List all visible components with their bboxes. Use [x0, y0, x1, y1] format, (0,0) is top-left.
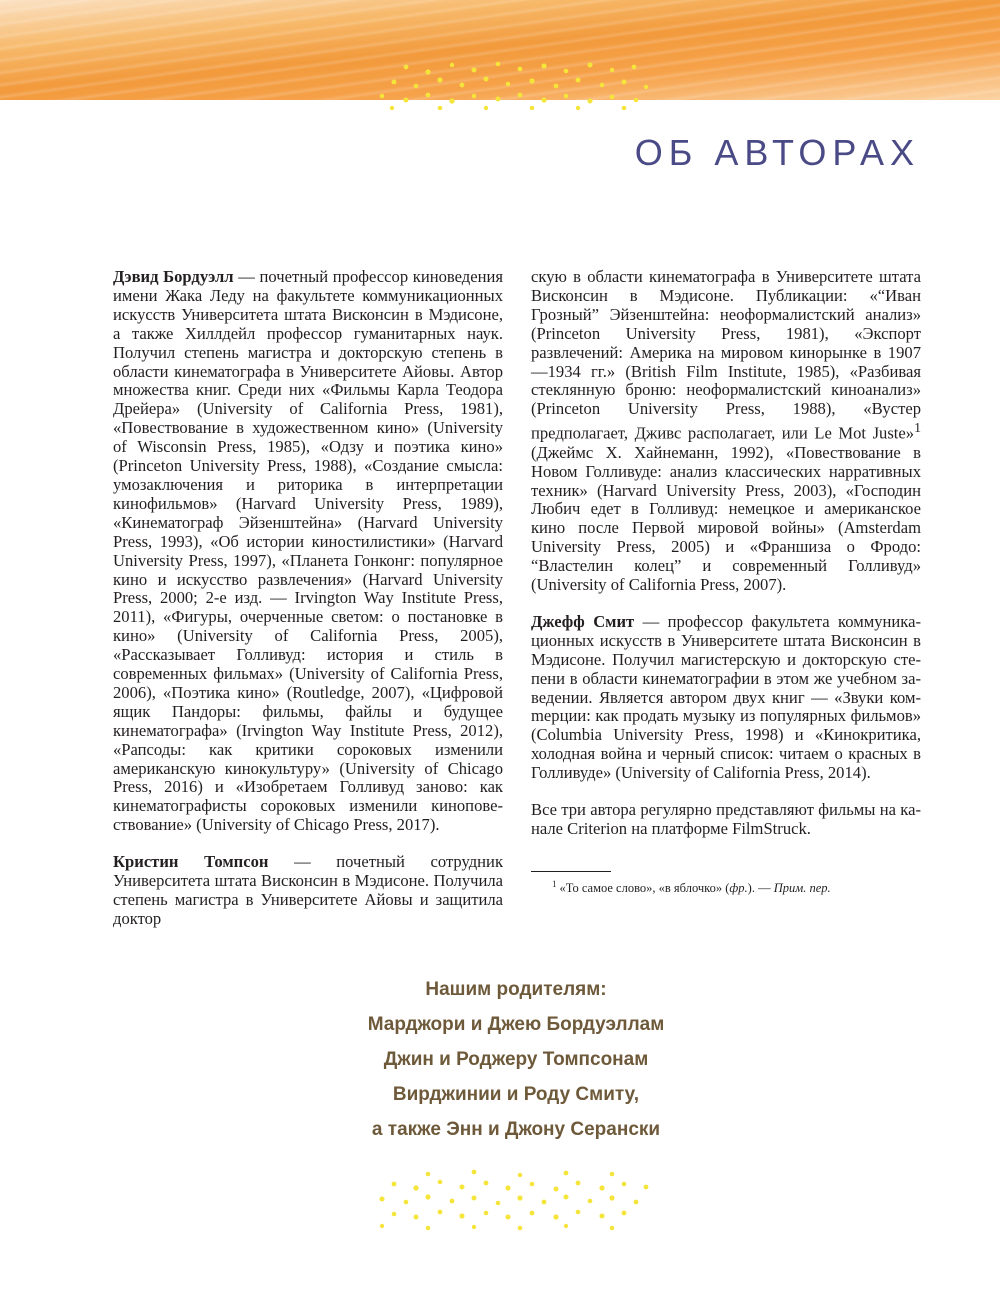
decorative-dots-top — [370, 58, 660, 110]
authors-note: Все три автора регулярно представляют фильмы на канале Criterion на платформе FilmStruck. — [531, 800, 921, 838]
dedication-line: Вирджинии и Роду Смиту, — [392, 1084, 640, 1105]
bio-thompson — [113, 853, 503, 929]
footnote-text: ). — — [747, 881, 774, 896]
footnote-number: 1 — [552, 879, 557, 889]
translator-note: Прим. пер. — [773, 881, 831, 896]
bio-text: — профессор факультета коммуникационных искусств в Университете штата Висконсин в Мэдисоне. Получил магистерскую и докторскую степени в области кинематографии в этом же учебном заведении. Является автором двух книг — «Звуки комmерции: как продать музыку из популярных фильмов» (Columbia University Press, 1998) и «Кинокритика, холодная война и черный список: читаем о красных в Голливуде» (University of California Press, 2014). — [531, 611, 921, 783]
dedication-line: Марджори и Джею Бордуэллам — [367, 1014, 665, 1035]
footnote-marker: 1 — [914, 420, 921, 436]
bio-text: скую в области кинематографа в Университете штата Висконсин в Мэдисоне. Публикации: «“Иван Грозный” Эйзенштейна: неоформалистский анализ» (Princeton University Press, 1981), «Экспорт развлечений: Америка на мировом кинорынке в 1907—1934 гг.» (British Film Institute, 1985), «Разбивая стеклянную броню: неоформалистский киноанализ» (Princeton University Press, 1988), «Вустер предполагает, Дживс располагает, или Le Mot Juste» — [531, 267, 921, 443]
footnote-text: «То самое слово», «в яблочко» ( — [559, 881, 730, 896]
dedication-line: Джин и Роджеру Томпсонам — [383, 1049, 649, 1070]
dedication — [300, 972, 732, 1147]
author-name: Джефф Смит — [531, 611, 635, 631]
page-title: ОБ АВТОРАХ — [634, 132, 920, 173]
footnote — [552, 879, 831, 896]
left-column — [113, 268, 503, 929]
bio-thompson-continued — [531, 268, 921, 595]
decorative-dots-bottom — [370, 1168, 660, 1232]
bio-text: — почетный профессор киноведения имени Жака Леду на факультете коммуникационных искусств Университета штата Висконсин в Мэдисоне, а также Хиллдейл профессор гуманитарных наук. Получил степень магистра и докторскую степень в области кинематографа в Университете Айовы. Автор множества книг. Среди них «Фильмы Карла Теодора Дрейера» (University of California Press, 1981), «Повествование в художественном кино» (University of Wisconsin Press, 1985), «Одзу и поэтика кино» (Princeton University Press, 1988), «Создание смысла: умозаключения и риторика в интерпретации кинофильмов» (Harvard University Press, 1989), «Кинематограф Эйзенштейна» (Harvard University Press, 1993), «Об истории киностилистики» (Harvard University Press, 1997), «Планета Гонконг: популярное кино и искусство развлечения» (Harvard University Press, 2000; 2-е изд. — Irvington Way Institute Press, 2011), «Фигуры, очерченные светом: о постановке в кино» (University of California Press, 2005), «Рассказывает Голливуд: история и стиль в современных фильмах» (University of California Press, 2006), «Поэтика кино» (Routledge, 2007), «Цифровой ящик Пандоры: фильмы, файлы и будущее кинематографа» (Irvington Way Institute Press, 2012), «Рапсоды: как критики сороковых изменили американскую кинокультуру» (University of Chicago Press, 2016) и «Изобретаем Голливуд заново: как кинематографисты сороковых изменили киноповествование» (University of Chicago Press, 2017). — [113, 267, 503, 835]
bio-bordwell — [113, 268, 503, 835]
author-name: Кристин Томпсон — [113, 852, 269, 872]
footnote-abbr: фр. — [729, 881, 748, 896]
author-name: Дэвид Бордуэлл — [113, 267, 234, 286]
bio-text: (Джеймс Х. Хайнеманн, 1992), «Повествование в Новом Голливуде: анализ классических нарративных техник» (Harvard University Press, 2003), «Господин Любич едет в Голливуд: немецкое и американское кино после Первой мировой войны» (Amsterdam University Press, 2005) и «Франшиза о Фродо: “Властелин колец” и современный Голливуд» (University of California Press, 2007). — [531, 442, 921, 595]
dedication-line: а также Энн и Джону Серански — [371, 1119, 661, 1140]
right-column — [531, 268, 921, 839]
footnote-divider — [531, 871, 611, 872]
bio-smith — [531, 613, 921, 783]
bio-text: — почетный сотрудник Университета штата Висконсин в Мэдисоне. Получила степень магистра в Университете Айовы и защитила доктор — [113, 852, 504, 928]
dedication-line: Нашим родителям: — [425, 979, 607, 1000]
